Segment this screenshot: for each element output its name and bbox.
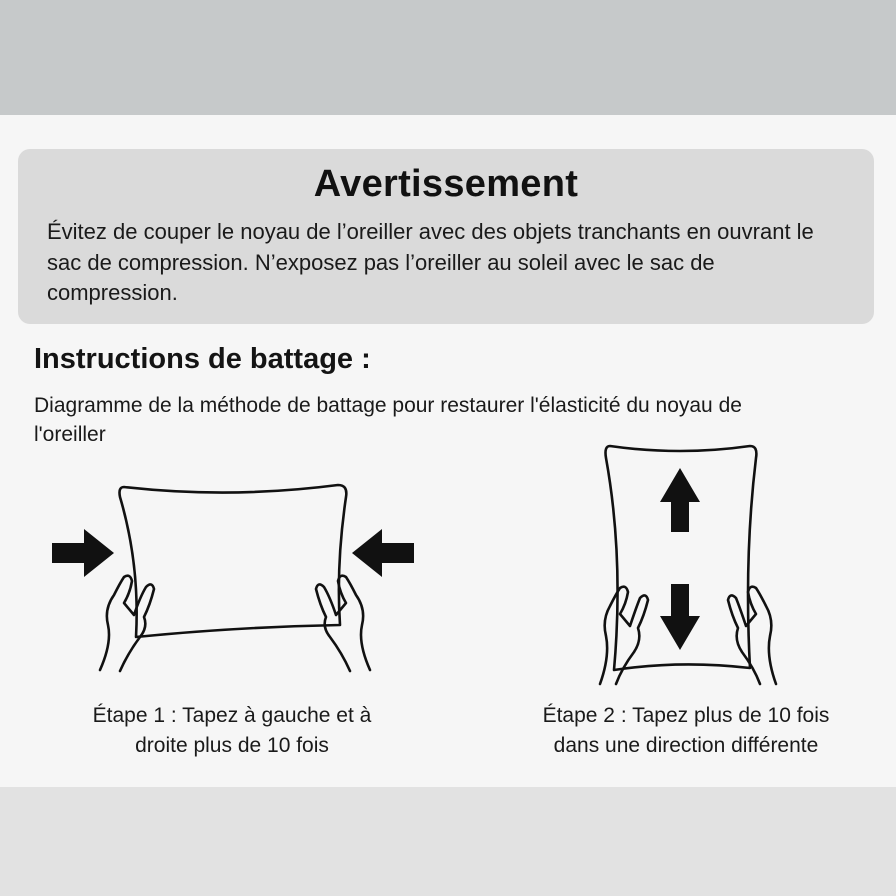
step2-caption: [494, 701, 878, 761]
step2-caption-line2: dans une direction différente: [553, 734, 819, 757]
step1-caption: [40, 701, 424, 761]
background-bottom: [0, 787, 896, 896]
left-hand-icon: [100, 576, 154, 671]
pillow-outline: [120, 485, 347, 637]
right-hand-icon: [316, 576, 370, 671]
step2-pillow-diagram: [580, 438, 790, 688]
warning-title: Avertissement: [313, 163, 579, 205]
step1-pillow-diagram: [40, 475, 430, 680]
step1-caption-line2: droite plus de 10 fois: [135, 734, 329, 757]
warning-text: Évitez de couper le noyau de l’oreiller avec des objets tranchants en ouvrant le sac de compression. N’exposez pas l’oreiller au soleil avec le sac de compression.: [47, 219, 814, 305]
step2-caption-line1: Étape 2 : Tapez plus de 10 fois: [542, 704, 830, 727]
right-hand-icon: [728, 587, 776, 684]
arrow-up-icon: [660, 468, 700, 532]
instructions-title: Instructions de battage :: [34, 343, 371, 375]
step1-caption-line1: Étape 1 : Tapez à gauche et à: [92, 704, 372, 727]
background-top: [0, 0, 896, 115]
left-hand-icon: [600, 587, 648, 684]
instructions-subtitle: Diagramme de la méthode de battage pour restaurer l'élasticité du noyau de l'oreiller: [34, 394, 742, 446]
arrow-right-icon: [52, 529, 114, 577]
arrow-down-icon: [660, 584, 700, 650]
arrow-left-icon: [352, 529, 414, 577]
